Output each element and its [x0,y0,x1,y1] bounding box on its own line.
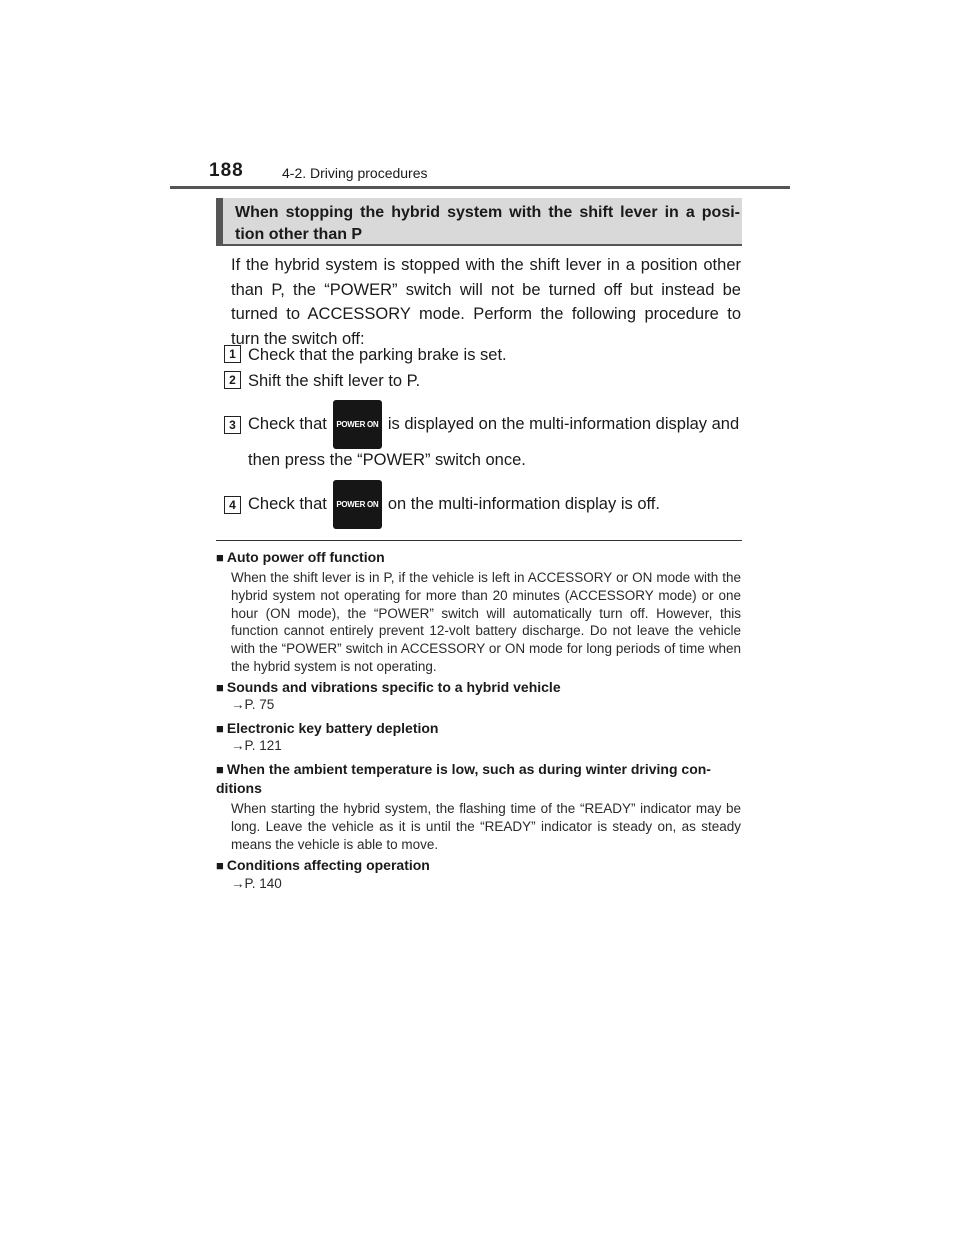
note-heading: ■ Electronic key battery depletion [216,720,439,736]
divider [216,540,742,541]
step-number: 2 [224,371,241,389]
bullet-icon: ■ [216,550,224,565]
step-number: 1 [224,345,241,363]
step-text-line2: then press the “POWER” switch once. [248,451,526,469]
header-rule [170,186,790,189]
bullet-icon: ■ [216,680,224,695]
page-number: 188 [209,160,244,181]
power-on-icon: POWER ON [333,400,382,449]
step-number: 3 [224,416,241,434]
note-body: When starting the hybrid system, the flashing time of the “READY” indicator may be long. Leave the vehicle as it is until the “READY” indicator is steady on, as steady means the vehicle is able to move. [231,801,741,852]
section-title-box [216,198,742,246]
step-text: Check that the parking brake is set. [248,346,507,364]
note-heading: ■ Sounds and vibrations specific to a hybrid vehicle [216,679,561,695]
bullet-icon: ■ [216,721,224,736]
step-text-before: Check that [248,495,327,513]
section-title: When stopping the hybrid system with the shift lever in a posi-tion other than P [235,204,740,243]
page-reference[interactable]: →P. 140 [231,876,282,891]
bullet-icon: ■ [216,762,224,777]
step-text-before: Check that [248,415,327,433]
note-heading: ■ Auto power off function [216,549,385,565]
power-on-icon: POWER ON [333,480,382,529]
page-reference[interactable]: →P. 75 [231,697,275,712]
note-body: When the shift lever is in P, if the vehicle is left in ACCESSORY or ON mode with the hybrid system not operating for more than 20 minutes (ACCESSORY mode) or one hour (ON mode), the “POWER” switch will automatically turn off. However, this function cannot entirely prevent 12-volt battery discharge. Do not leave the vehicle with the “POWER” switch in ACCESSORY or ON mode for long periods of time when the hybrid system is not operating. [231,570,741,674]
section-label: 4-2. Driving procedures [282,165,428,181]
step-text [248,480,660,529]
step-text-after: is displayed on the multi-information display and [387,415,740,433]
step-text-after: on the multi-information display is off. [387,495,660,513]
step-number: 4 [224,496,241,514]
bullet-icon: ■ [216,858,224,873]
intro-paragraph: If the hybrid system is stopped with the shift lever in a position other than P, the “POWER” switch will not be turned off but instead be turned to ACCESSORY mode. Perform the following procedure to turn the switch off: [231,256,741,348]
step-text [248,400,739,449]
note-heading: ■ When the ambient temperature is low, such as during winter driving con-ditions [216,761,711,796]
page-reference[interactable]: →P. 121 [231,738,282,753]
step-text: Shift the shift lever to P. [248,372,421,390]
note-heading: ■ Conditions affecting operation [216,857,430,873]
